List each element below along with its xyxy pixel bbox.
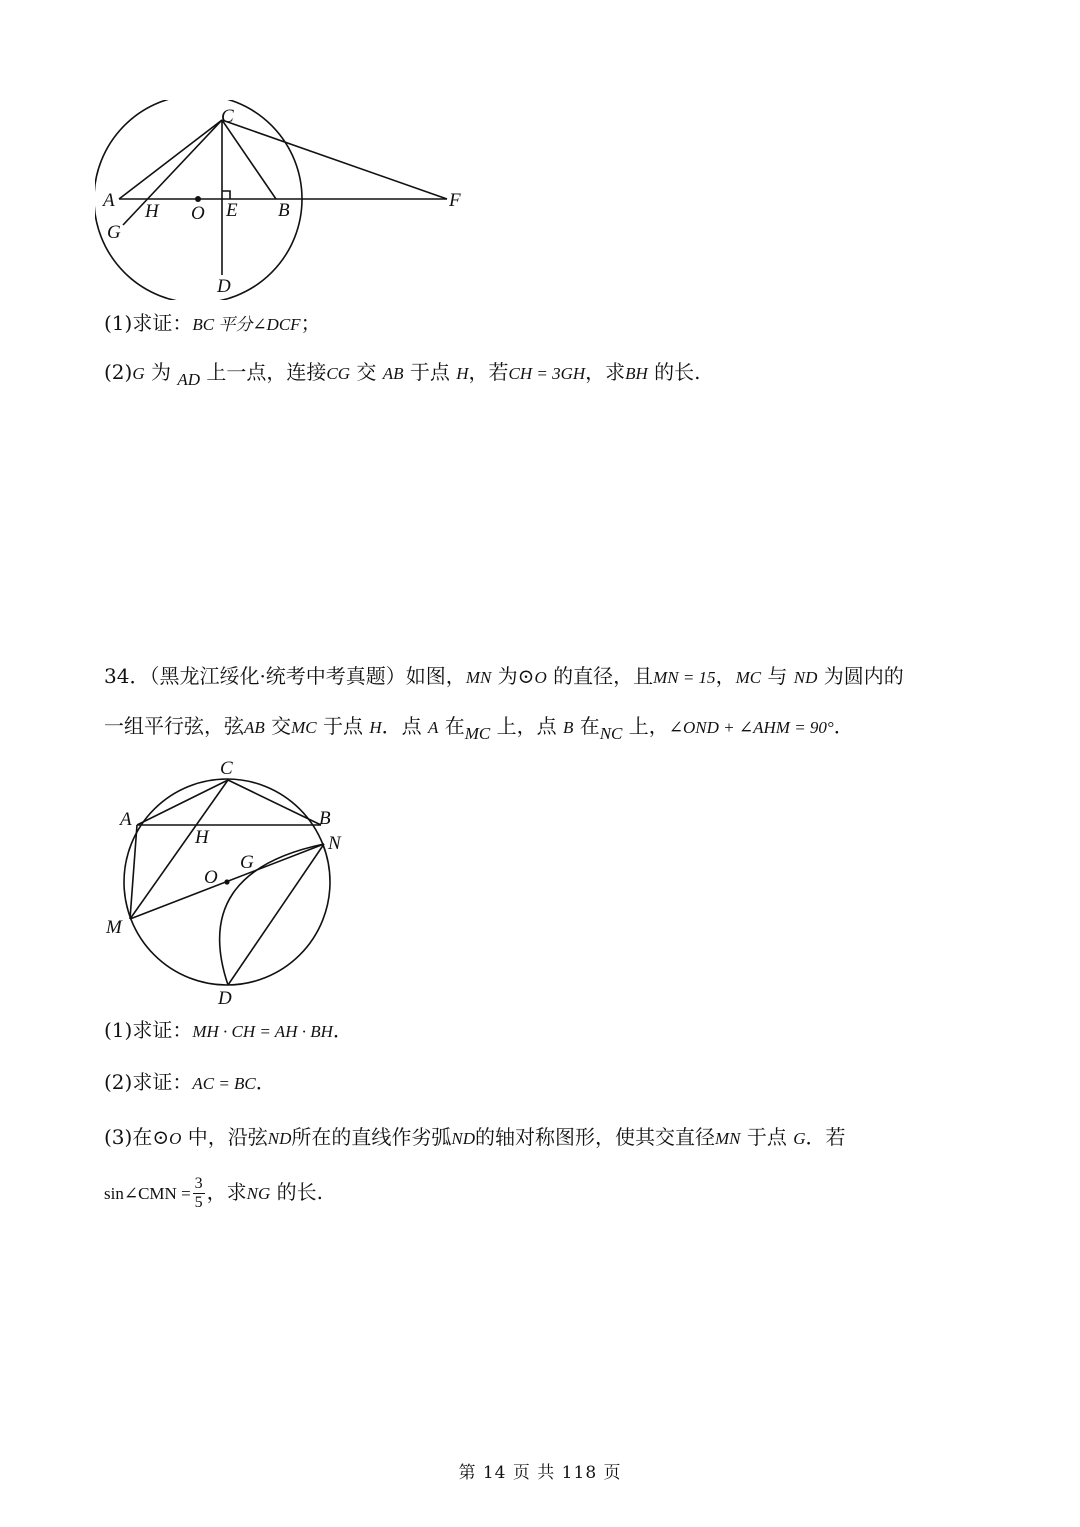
q34-l1-b: 为⊙	[491, 664, 535, 688]
q34-l2-arc2: NC	[599, 724, 623, 743]
q34-l1-eq: MN = 15	[653, 668, 716, 687]
q34-l1-f: 为圆内的	[817, 664, 904, 688]
label-o: O	[191, 203, 205, 224]
q34-p3-nd: ND	[267, 1129, 292, 1148]
q34-l2-h2: 上，	[622, 714, 669, 738]
q34-l2-a-pt: A	[428, 718, 439, 737]
q34-p3-e: 于点	[740, 1125, 794, 1149]
center-dot-2	[224, 879, 229, 884]
q33-p1-math: BC 平分∠DCF	[192, 315, 301, 334]
q33-p2-h: H	[456, 364, 469, 383]
q34-l2-eq: ∠OND + ∠AHM = 90°	[668, 718, 834, 737]
segment-ca	[119, 120, 222, 199]
q34-p3-a: (3)在⊙	[104, 1125, 170, 1149]
q34-l2-mc: MC	[291, 718, 317, 737]
q34-l2-f: 上，点	[490, 714, 563, 738]
q34-l2-e: 在	[438, 714, 465, 738]
label-b-2: B	[319, 808, 331, 829]
segment-ca	[137, 780, 228, 825]
label-c: C	[221, 106, 234, 127]
q33-p2-t4: 于点	[403, 360, 457, 384]
q34-l2-ab: AB	[244, 718, 265, 737]
q34-l2-b: 交	[264, 714, 292, 738]
q34-p3-b: 中，沿弦	[181, 1125, 268, 1149]
label-a: A	[103, 190, 115, 211]
q34-p3-o: O	[169, 1129, 182, 1148]
q33-part1	[104, 308, 321, 340]
fraction-3-5	[193, 1175, 205, 1212]
q34-l2-d: ．点	[381, 714, 428, 738]
q34-l2-arc1: MC	[464, 724, 491, 743]
q34-p1-suffix: ．	[332, 1018, 353, 1042]
reflected-arc-nd	[220, 844, 324, 985]
q34-part1	[104, 1015, 353, 1047]
q34-l1-nd: ND	[793, 668, 818, 687]
q34-p1-math: MH · CH = AH · BH	[192, 1022, 333, 1041]
q33-p2-eq: CH = 3GH	[508, 364, 586, 383]
q33-p2-g: G	[132, 364, 145, 383]
fraction-denominator: 5	[194, 1194, 203, 1211]
q33-p2-arc: AD	[177, 370, 201, 389]
figure-circle-chords	[100, 752, 360, 1012]
q34-l1-o: O	[534, 668, 547, 687]
q34-stem-line2	[104, 711, 854, 743]
q33-p2-t7: 的长.	[647, 360, 701, 384]
q33-p1-suffix: ；	[300, 311, 321, 335]
q34-p3-d: 的轴对称图形，使其交直径	[474, 1125, 715, 1149]
segment-cm	[130, 780, 228, 919]
q34-l2-a: 一组平行弦，弦	[104, 714, 244, 738]
q34-l1-e: 与	[761, 664, 794, 688]
segment-cf	[222, 120, 447, 199]
q34-l1-c: 的直径，且	[546, 664, 654, 688]
q33-part2	[104, 357, 701, 389]
q33-p2-ab: AB	[382, 364, 404, 383]
q33-p2-t1: 为	[144, 360, 178, 384]
figure-circle-tangent	[95, 100, 485, 300]
q33-p2-t2: 上一点，连接	[200, 360, 327, 384]
q33-p2-cg: CG	[326, 364, 350, 383]
q34-part3-cont	[104, 1170, 323, 1216]
segment-cb	[228, 780, 321, 825]
label-h: H	[145, 201, 159, 222]
q34-p4-b: 的长.	[270, 1180, 323, 1204]
label-g: G	[107, 222, 121, 243]
q34-stem-line1	[104, 661, 904, 693]
q34-part3	[104, 1122, 845, 1154]
center-dot	[195, 196, 201, 202]
q34-l1-mn: MN	[465, 668, 492, 687]
label-h-2: H	[195, 827, 209, 848]
q34-part2	[104, 1067, 276, 1099]
q34-p1-prefix: (1)求证：	[104, 1018, 193, 1042]
q34-p2-prefix: (2)求证：	[104, 1070, 193, 1094]
q34-l1-mc: MC	[735, 668, 762, 687]
label-d-2: D	[218, 988, 232, 1009]
q33-p1-prefix: (1)求证：	[104, 311, 193, 335]
q34-l2-g: 在	[573, 714, 600, 738]
q34-p3-c: 所在的直线作劣弧	[291, 1125, 452, 1149]
q34-p2-suffix: ．	[255, 1070, 276, 1094]
segment-cg	[123, 120, 222, 225]
label-m-2: M	[106, 917, 122, 938]
label-a-2: A	[120, 809, 132, 830]
label-g-2: G	[240, 852, 254, 873]
q34-l2-b-pt: B	[562, 718, 574, 737]
label-n-2: N	[328, 833, 341, 854]
segment-cb	[222, 120, 276, 199]
q33-p2-bh: BH	[625, 364, 648, 383]
q34-l2-i: ．	[833, 714, 854, 738]
q34-p4-sin: sin∠CMN =	[104, 1184, 191, 1203]
label-c-2: C	[220, 758, 233, 779]
q34-p3-mn: MN	[714, 1129, 741, 1148]
q33-p2-prefix: (2)	[104, 360, 133, 384]
label-b: B	[278, 200, 290, 221]
q34-p4-a: ，求	[206, 1180, 247, 1204]
q34-p3-nd2: ND	[451, 1129, 475, 1148]
label-e: E	[226, 200, 238, 221]
q34-p3-f: ．若	[805, 1125, 846, 1149]
q33-p2-t5: ，若	[468, 360, 509, 384]
q34-l2-c: 于点	[316, 714, 370, 738]
q34-l1-d: ，	[715, 664, 736, 688]
q34-p4-ng: NG	[246, 1184, 271, 1203]
right-angle-mark	[222, 191, 230, 199]
q34-p3-g: G	[793, 1129, 806, 1148]
label-d: D	[217, 276, 231, 297]
q33-p2-t3: 交	[350, 360, 383, 384]
page-footer: 第 14 页 共 118 页	[458, 1463, 622, 1483]
q34-l2-h: H	[369, 718, 382, 737]
label-o-2: O	[204, 867, 218, 888]
q34-l1-a: 34．（黑龙江绥化·统考中考真题）如图，	[104, 664, 466, 688]
label-f: F	[449, 190, 461, 211]
q34-p2-math: AC = BC	[192, 1074, 256, 1093]
q33-p2-t6: ，求	[585, 360, 626, 384]
fraction-numerator: 3	[194, 1175, 203, 1192]
